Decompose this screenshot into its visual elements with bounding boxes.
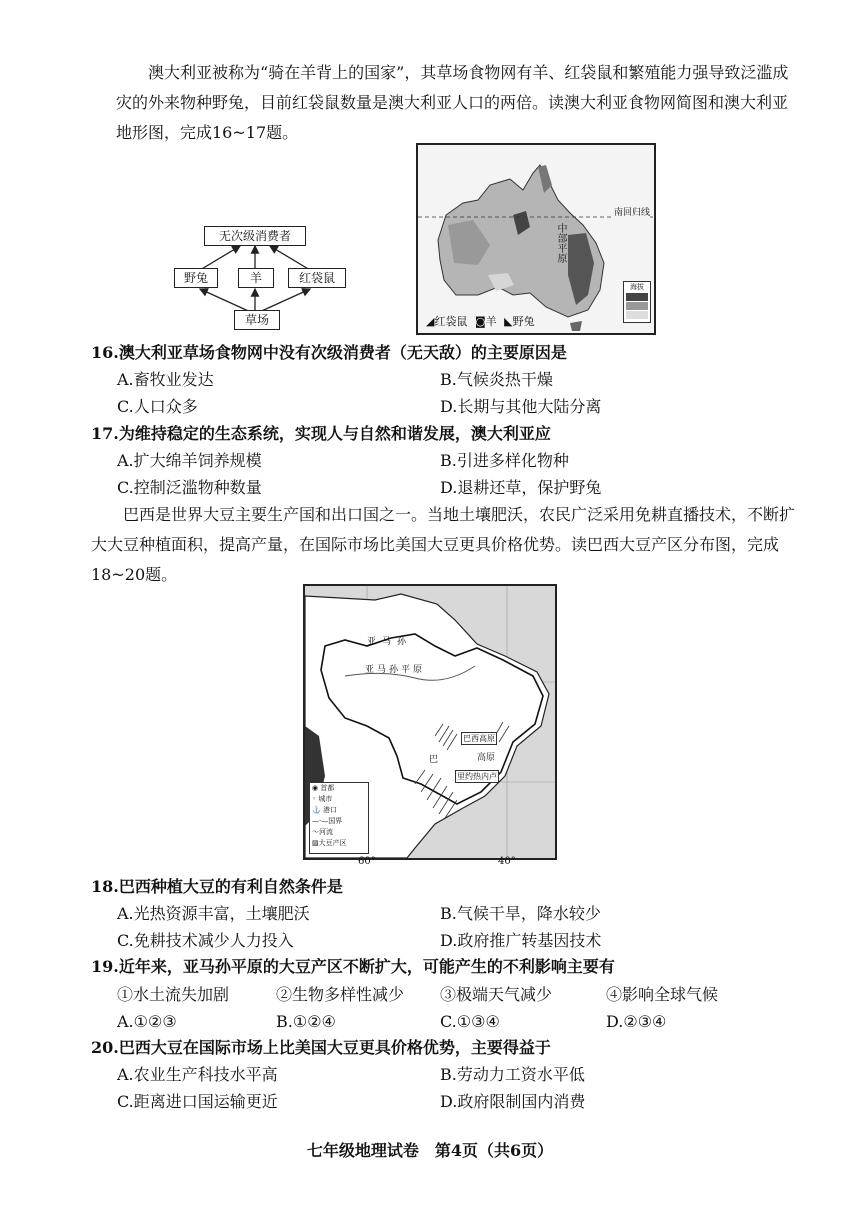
q19-option-b: B.①②④ xyxy=(276,1012,336,1031)
q18-option-c: C.免耕技术减少人力投入 xyxy=(117,931,294,950)
food-web-rabbit-box: 野兔 xyxy=(174,268,218,288)
food-web-grass-box: 草场 xyxy=(234,310,280,330)
lon-label-60: 60° xyxy=(358,856,376,867)
brazil-highland-label-2: 巴 xyxy=(429,755,439,765)
legend-sheep: 羊 xyxy=(485,315,497,328)
brazil-soybean-map xyxy=(303,584,557,860)
food-web-top-box: 无次级消费者 xyxy=(204,226,306,246)
question-20: 20.巴西大豆在国际市场上比美国大豆更具价格优势，主要得益于 xyxy=(91,1038,551,1057)
amazon-top-label: 亚马孙 xyxy=(367,637,413,647)
rabbit-icon: ◣ xyxy=(504,315,513,328)
passage-brazil: 巴西是世界大豆主要生产国和出口国之一。当地土壤肥沃，农民广泛采用免耕直播技术，不断扩大大豆种植面积，提高产量，在国际市场比美国大豆更具价格优势。读巴西大豆产区分布图，完成18~20题。 xyxy=(91,505,796,584)
kangaroo-icon: ◢ xyxy=(426,315,435,328)
passage-australia: 澳大利亚被称为“骑在羊背上的国家”，其草场食物网有羊、红袋鼠和繁殖能力强导致泛滥成灾的外来物种野兔，目前红袋鼠数量是澳大利亚人口的两倍。读澳大利亚食物网简图和澳大利亚地形图，完成16~17题。 xyxy=(116,63,789,142)
border-line-icon: —·— xyxy=(312,817,329,825)
q17-option-c: C.控制泛滥物种数量 xyxy=(117,478,262,497)
legend-soybean: ▨大豆产区 xyxy=(312,839,347,847)
q18-option-a: A.光热资源丰富，土壤肥沃 xyxy=(117,904,310,923)
tropic-label: 南回归线 xyxy=(614,205,650,218)
brazil-highland-label-3: 高原 xyxy=(477,753,496,763)
central-plain-label: 中部平原 xyxy=(555,223,566,263)
legend-river: ～河流 xyxy=(312,828,333,836)
q16-option-d: D.长期与其他大陆分离 xyxy=(440,397,602,416)
legend-kangaroo: 红袋鼠 xyxy=(434,315,468,328)
q19-option-c: C.①③④ xyxy=(440,1012,500,1031)
capital-icon: ◉ xyxy=(312,784,319,792)
q20-option-a: A.农业生产科技水平高 xyxy=(117,1065,278,1084)
legend-border: —·—国界 xyxy=(312,817,343,825)
page-footer: 七年级地理试卷 第4页（共6页） xyxy=(306,1141,554,1160)
question-17: 17.为维持稳定的生态系统，实现人与自然和谐发展，澳大利亚应 xyxy=(91,424,551,443)
question-16: 16.澳大利亚草场食物网中没有次级消费者（无天敌）的主要原因是 xyxy=(91,343,567,362)
q18-option-b: B.气候干旱，降水较少 xyxy=(440,904,601,923)
sheep-icon: ◙ xyxy=(474,315,486,328)
port-icon: ⚓ xyxy=(312,806,321,814)
legend-city: ◦ 城市 xyxy=(312,795,333,803)
q20-option-c: C.距离进口国运输更近 xyxy=(117,1092,278,1111)
q19-item-3: ③极端天气减少 xyxy=(440,985,553,1004)
q19-option-d: D.②③④ xyxy=(606,1012,667,1031)
brazil-map-legend xyxy=(309,782,369,854)
q17-option-d: D.退耕还草，保护野兔 xyxy=(440,478,602,497)
city-icon: ◦ xyxy=(312,795,317,803)
question-18: 18.巴西种植大豆的有利自然条件是 xyxy=(91,877,343,896)
river-line-icon: ～ xyxy=(312,828,319,836)
food-web-kangaroo-box: 红袋鼠 xyxy=(288,268,346,288)
elevation-legend xyxy=(623,281,651,323)
hatch-icon: ▨ xyxy=(312,839,319,847)
food-web-sheep-box: 羊 xyxy=(238,268,274,288)
q19-item-4: ④影响全球气候 xyxy=(606,985,719,1004)
q17-option-b: B.引进多样化物种 xyxy=(440,451,569,470)
q19-option-a: A.①②③ xyxy=(117,1012,177,1031)
australia-terrain-map xyxy=(416,143,656,335)
q16-option-c: C.人口众多 xyxy=(117,397,198,416)
elevation-legend-label: 海拔 xyxy=(630,283,644,291)
q16-option-a: A.畜牧业发达 xyxy=(117,370,214,389)
legend-capital: ◉ 首都 xyxy=(312,784,335,792)
q17-option-a: A.扩大绵羊饲养规模 xyxy=(117,451,262,470)
question-19: 19.近年来，亚马孙平原的大豆产区不断扩大，可能产生的不利影响主要有 xyxy=(91,957,615,976)
australia-map-legend xyxy=(426,313,535,329)
q20-option-d: D.政府限制国内消费 xyxy=(440,1092,586,1111)
q20-option-b: B.劳动力工资水平低 xyxy=(440,1065,585,1084)
food-web-diagram xyxy=(170,222,380,334)
q18-option-d: D.政府推广转基因技术 xyxy=(440,931,602,950)
lon-label-40: 40° xyxy=(498,856,516,867)
legend-port: ⚓ 港口 xyxy=(312,806,337,814)
rio-label: 里约热内卢 xyxy=(457,772,497,781)
q19-item-2: ②生物多样性减少 xyxy=(276,985,405,1004)
legend-rabbit: 野兔 xyxy=(512,315,535,328)
q16-option-b: B.气候炎热干燥 xyxy=(440,370,553,389)
amazon-plain-label: 亚马孙平原 xyxy=(365,665,426,675)
q19-item-1: ①水土流失加剧 xyxy=(117,985,230,1004)
brazil-highland-label: 巴西高原 xyxy=(463,734,495,743)
